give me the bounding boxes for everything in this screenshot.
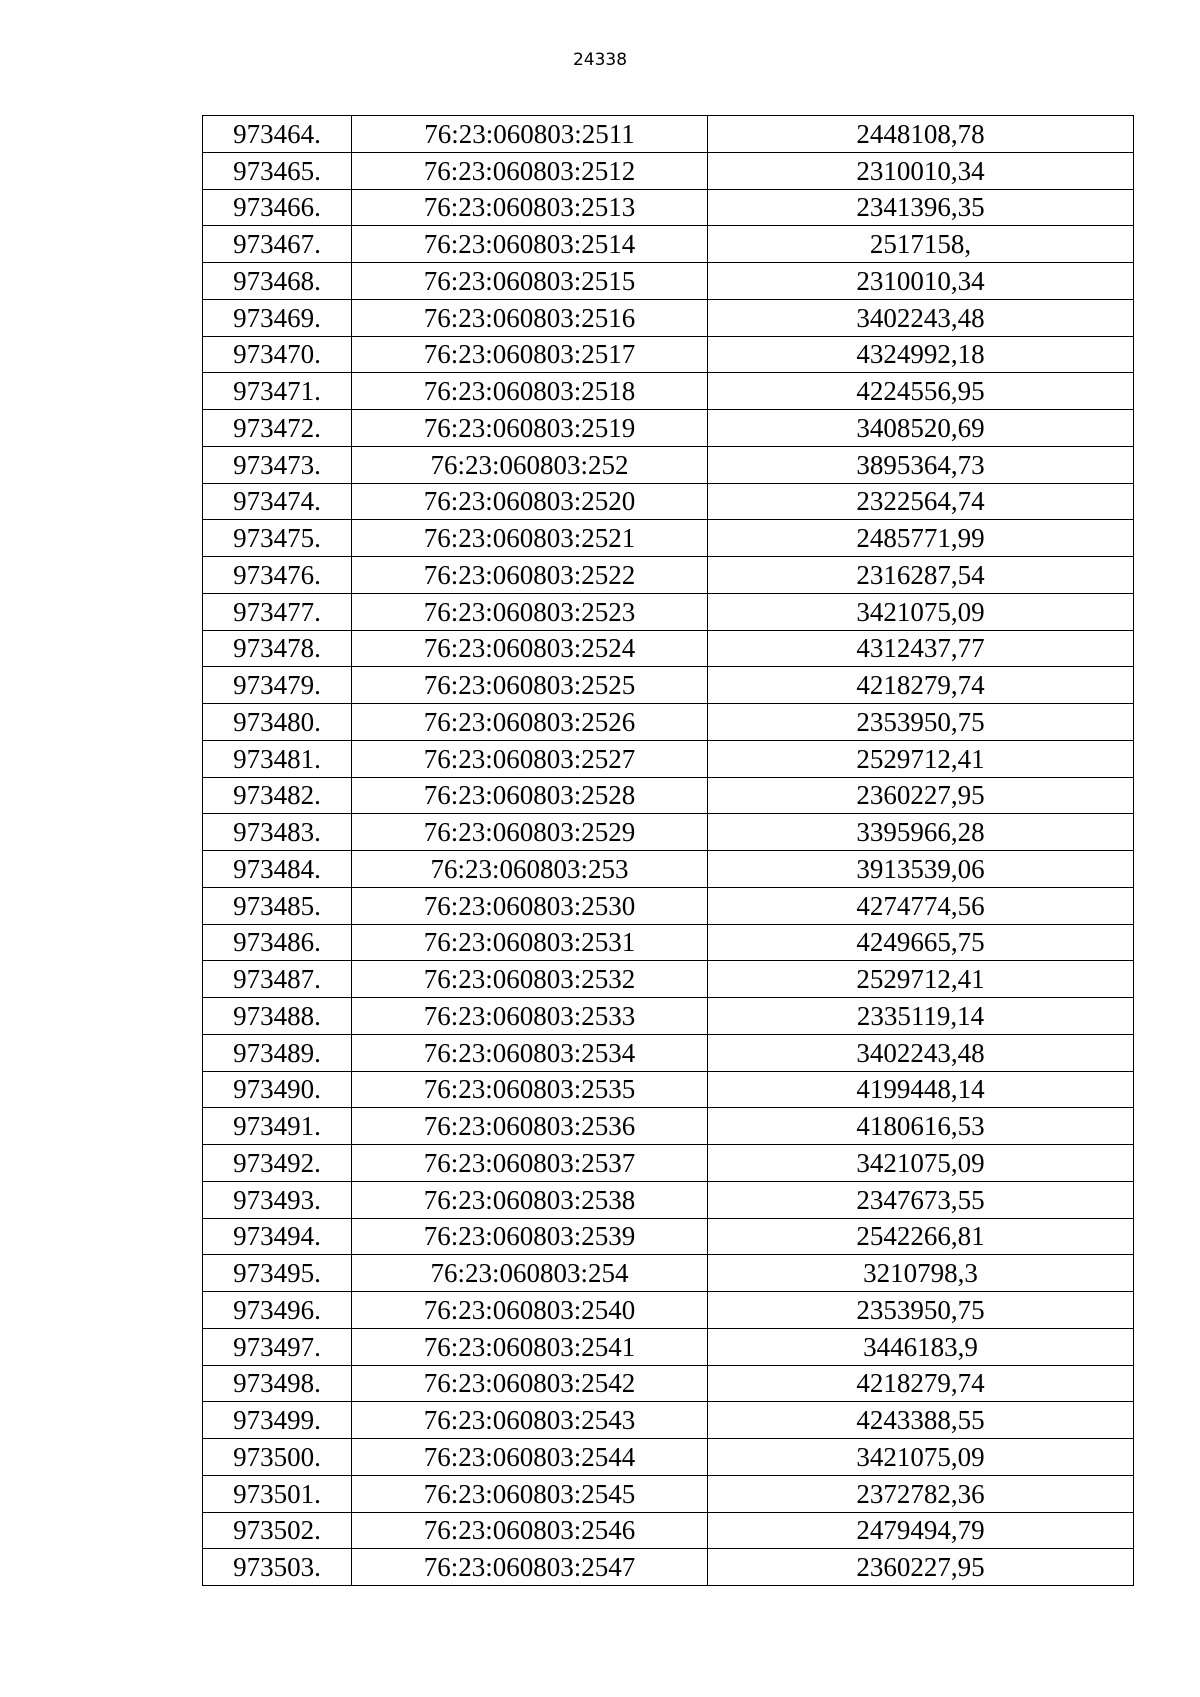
cadastral-number-cell: 76:23:060803:2545 [352,1475,708,1512]
cadastral-value-cell: 2353950,75 [708,704,1134,741]
cadastral-number-cell: 76:23:060803:2528 [352,777,708,814]
table-row [203,851,1134,888]
table-row [203,1071,1134,1108]
row-number-cell: 973498. [203,1365,352,1402]
cadastral-value-cell: 3408520,69 [708,410,1134,447]
cadastral-value-cell: 3421075,09 [708,593,1134,630]
row-number-cell: 973499. [203,1402,352,1439]
cadastral-value-cell: 3446183,9 [708,1328,1134,1365]
row-number-cell: 973466. [203,189,352,226]
row-number-cell: 973472. [203,410,352,447]
cadastral-number-cell: 76:23:060803:2533 [352,998,708,1035]
cadastral-number-cell: 76:23:060803:2538 [352,1181,708,1218]
cadastral-value-cell: 4324992,18 [708,336,1134,373]
row-number-cell: 973497. [203,1328,352,1365]
cadastral-value-cell: 4218279,74 [708,667,1134,704]
cadastral-number-cell: 76:23:060803:2516 [352,299,708,336]
table-row [203,483,1134,520]
table-row [203,446,1134,483]
cadastral-value-cell: 2316287,54 [708,557,1134,594]
table-row [203,887,1134,924]
table-row [203,1328,1134,1365]
cadastral-value-cell: 4224556,95 [708,373,1134,410]
cadastral-value-cell: 2353950,75 [708,1292,1134,1329]
cadastral-number-cell: 76:23:060803:2514 [352,226,708,263]
table-row [203,740,1134,777]
table-row [203,557,1134,594]
cadastral-number-cell: 76:23:060803:2539 [352,1218,708,1255]
row-number-cell: 973477. [203,593,352,630]
table-row [203,1365,1134,1402]
cadastral-number-cell: 76:23:060803:2530 [352,887,708,924]
row-number-cell: 973480. [203,704,352,741]
row-number-cell: 973481. [203,740,352,777]
table-row [203,1292,1134,1329]
cadastral-number-cell: 76:23:060803:2547 [352,1549,708,1586]
cadastral-number-cell: 76:23:060803:2531 [352,924,708,961]
cadastral-number-cell: 76:23:060803:2519 [352,410,708,447]
table-row [203,299,1134,336]
cadastral-number-cell: 76:23:060803:254 [352,1255,708,1292]
cadastral-value-cell: 4249665,75 [708,924,1134,961]
cadastral-value-cell: 2310010,34 [708,263,1134,300]
cadastral-number-cell: 76:23:060803:2544 [352,1439,708,1476]
cadastral-value-cell: 3895364,73 [708,446,1134,483]
cadastral-value-cell: 2360227,95 [708,1549,1134,1586]
row-number-cell: 973503. [203,1549,352,1586]
cadastral-number-cell: 76:23:060803:2513 [352,189,708,226]
cadastral-number-cell: 76:23:060803:2542 [352,1365,708,1402]
cadastral-value-cell: 4243388,55 [708,1402,1134,1439]
cadastral-value-cell: 3395966,28 [708,814,1134,851]
row-number-cell: 973469. [203,299,352,336]
row-number-cell: 973501. [203,1475,352,1512]
table-row [203,410,1134,447]
cadastral-number-cell: 76:23:060803:2536 [352,1108,708,1145]
cadastral-value-cell: 2341396,35 [708,189,1134,226]
row-number-cell: 973496. [203,1292,352,1329]
cadastral-value-cell: 3210798,3 [708,1255,1134,1292]
row-number-cell: 973484. [203,851,352,888]
cadastral-value-cell: 2310010,34 [708,152,1134,189]
cadastral-value-cell: 3421075,09 [708,1439,1134,1476]
row-number-cell: 973491. [203,1108,352,1145]
cadastral-number-cell: 76:23:060803:2515 [352,263,708,300]
table-row [203,1218,1134,1255]
table-row [203,189,1134,226]
cadastral-number-cell: 76:23:060803:2541 [352,1328,708,1365]
table-row [203,998,1134,1035]
row-number-cell: 973465. [203,152,352,189]
table-row [203,1255,1134,1292]
table-row [203,814,1134,851]
cadastral-value-cell: 2529712,41 [708,961,1134,998]
cadastral-value-cell: 3913539,06 [708,851,1134,888]
cadastral-value-cell: 4312437,77 [708,630,1134,667]
row-number-cell: 973489. [203,1034,352,1071]
row-number-cell: 973474. [203,483,352,520]
table-row [203,704,1134,741]
table-row [203,777,1134,814]
cadastral-value-cell: 2529712,41 [708,740,1134,777]
table-row [203,336,1134,373]
cadastral-value-cell: 2542266,81 [708,1218,1134,1255]
cadastral-value-cell: 2479494,79 [708,1512,1134,1549]
cadastral-number-cell: 76:23:060803:2543 [352,1402,708,1439]
cadastral-value-cell: 4274774,56 [708,887,1134,924]
row-number-cell: 973500. [203,1439,352,1476]
table-row [203,152,1134,189]
cadastral-number-cell: 76:23:060803:2529 [352,814,708,851]
table-row [203,373,1134,410]
cadastral-value-cell: 3421075,09 [708,1145,1134,1182]
row-number-cell: 973493. [203,1181,352,1218]
page-number: 24338 [572,50,628,70]
table-row [203,1181,1134,1218]
row-number-cell: 973476. [203,557,352,594]
row-number-cell: 973483. [203,814,352,851]
cadastral-number-cell: 76:23:060803:2540 [352,1292,708,1329]
table-row [203,1108,1134,1145]
row-number-cell: 973486. [203,924,352,961]
row-number-cell: 973482. [203,777,352,814]
row-number-cell: 973479. [203,667,352,704]
row-number-cell: 973471. [203,373,352,410]
table-row [203,1145,1134,1182]
cadastral-number-cell: 76:23:060803:2518 [352,373,708,410]
table-row [203,263,1134,300]
cadastral-number-cell: 76:23:060803:2527 [352,740,708,777]
row-number-cell: 973467. [203,226,352,263]
cadastral-number-cell: 76:23:060803:253 [352,851,708,888]
cadastral-value-cell: 2360227,95 [708,777,1134,814]
cadastral-value-cell: 2448108,78 [708,116,1134,153]
cadastral-number-cell: 76:23:060803:2522 [352,557,708,594]
table-row [203,1034,1134,1071]
cadastral-number-cell: 76:23:060803:2546 [352,1512,708,1549]
cadastral-value-cell: 3402243,48 [708,1034,1134,1071]
table-row [203,924,1134,961]
cadastral-number-cell: 76:23:060803:2521 [352,520,708,557]
row-number-cell: 973490. [203,1071,352,1108]
row-number-cell: 973494. [203,1218,352,1255]
table-row [203,1549,1134,1586]
cadastral-number-cell: 76:23:060803:2512 [352,152,708,189]
row-number-cell: 973502. [203,1512,352,1549]
cadastral-number-cell: 76:23:060803:2526 [352,704,708,741]
row-number-cell: 973464. [203,116,352,153]
row-number-cell: 973470. [203,336,352,373]
table-row [203,1512,1134,1549]
cadastral-number-cell: 76:23:060803:2517 [352,336,708,373]
table-row [203,1439,1134,1476]
cadastral-number-cell: 76:23:060803:2532 [352,961,708,998]
row-number-cell: 973473. [203,446,352,483]
row-number-cell: 973495. [203,1255,352,1292]
table-row [203,1402,1134,1439]
table-row [203,520,1134,557]
cadastral-value-cell: 2335119,14 [708,998,1134,1035]
cadastral-number-cell: 76:23:060803:2535 [352,1071,708,1108]
cadastral-number-cell: 76:23:060803:2520 [352,483,708,520]
cadastral-number-cell: 76:23:060803:2537 [352,1145,708,1182]
row-number-cell: 973478. [203,630,352,667]
table-row [203,961,1134,998]
cadastral-value-cell: 3402243,48 [708,299,1134,336]
cadastral-value-cell: 2485771,99 [708,520,1134,557]
cadastral-number-cell: 76:23:060803:2511 [352,116,708,153]
table-body [203,116,1134,1586]
row-number-cell: 973475. [203,520,352,557]
cadastral-value-table [202,115,1134,1586]
table-row [203,1475,1134,1512]
row-number-cell: 973485. [203,887,352,924]
row-number-cell: 973488. [203,998,352,1035]
cadastral-value-cell: 4199448,14 [708,1071,1134,1108]
cadastral-value-cell: 4180616,53 [708,1108,1134,1145]
cadastral-number-cell: 76:23:060803:252 [352,446,708,483]
cadastral-value-cell: 2372782,36 [708,1475,1134,1512]
cadastral-number-cell: 76:23:060803:2524 [352,630,708,667]
cadastral-number-cell: 76:23:060803:2525 [352,667,708,704]
table-row [203,226,1134,263]
row-number-cell: 973468. [203,263,352,300]
cadastral-number-cell: 76:23:060803:2534 [352,1034,708,1071]
cadastral-number-cell: 76:23:060803:2523 [352,593,708,630]
table-row [203,667,1134,704]
table-row [203,116,1134,153]
cadastral-value-cell: 2322564,74 [708,483,1134,520]
row-number-cell: 973492. [203,1145,352,1182]
table-row [203,593,1134,630]
cadastral-value-cell: 4218279,74 [708,1365,1134,1402]
cadastral-value-cell: 2347673,55 [708,1181,1134,1218]
table-row [203,630,1134,667]
cadastral-value-cell: 2517158, [708,226,1134,263]
row-number-cell: 973487. [203,961,352,998]
